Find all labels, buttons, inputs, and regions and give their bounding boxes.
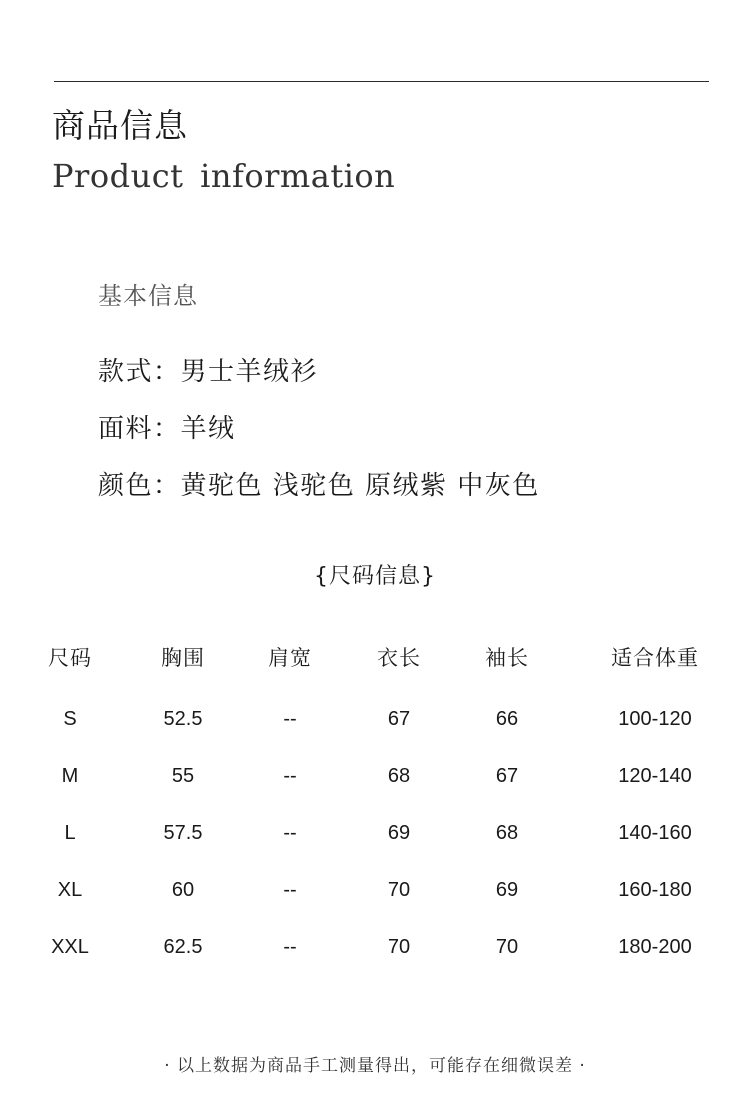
cell-length: 67 bbox=[387, 708, 411, 730]
size-table-header bbox=[0, 643, 750, 673]
cell-sleeve: 69 bbox=[495, 879, 519, 901]
table-row bbox=[0, 875, 750, 905]
cell-size: XL bbox=[57, 879, 83, 901]
spec-colors: 颜色：黄驼色 浅驼色 原绒紫 中灰色 bbox=[98, 471, 540, 501]
cell-shoulder: -- bbox=[283, 765, 297, 787]
cell-chest: 52.5 bbox=[163, 708, 203, 730]
cell-shoulder: -- bbox=[283, 879, 297, 901]
column-header-weight: 适合体重 bbox=[611, 646, 699, 670]
spec-style: 款式：男士羊绒衫 bbox=[98, 357, 319, 387]
cell-weight: 120-140 bbox=[618, 765, 692, 787]
cell-chest: 57.5 bbox=[163, 822, 203, 844]
basic-info-label: 基本信息 bbox=[98, 282, 198, 310]
cell-weight: 140-160 bbox=[618, 822, 692, 844]
cell-chest: 55 bbox=[171, 765, 195, 787]
table-row bbox=[0, 818, 750, 848]
column-header-size: 尺码 bbox=[48, 646, 92, 670]
column-header-shoulder: 肩宽 bbox=[268, 646, 312, 670]
cell-length: 70 bbox=[387, 936, 411, 958]
cell-chest: 60 bbox=[171, 879, 195, 901]
column-header-length: 衣长 bbox=[377, 646, 421, 670]
column-header-sleeve: 袖长 bbox=[485, 646, 529, 670]
spec-fabric: 面料：羊绒 bbox=[98, 414, 236, 444]
cell-size: M bbox=[61, 765, 79, 787]
cell-sleeve: 70 bbox=[495, 936, 519, 958]
top-divider bbox=[54, 81, 709, 82]
cell-weight: 180-200 bbox=[618, 936, 692, 958]
cell-chest: 62.5 bbox=[163, 936, 203, 958]
cell-size: XXL bbox=[51, 936, 89, 958]
cell-length: 68 bbox=[387, 765, 411, 787]
table-row bbox=[0, 704, 750, 734]
cell-size: L bbox=[64, 822, 76, 844]
cell-sleeve: 68 bbox=[495, 822, 519, 844]
cell-weight: 100-120 bbox=[618, 708, 692, 730]
cell-shoulder: -- bbox=[283, 708, 297, 730]
page-title-en: Product information bbox=[52, 157, 396, 195]
measurement-disclaimer: · 以上数据为商品手工测量得出，可能存在细微误差 · bbox=[164, 1056, 586, 1076]
cell-sleeve: 67 bbox=[495, 765, 519, 787]
cell-sleeve: 66 bbox=[495, 708, 519, 730]
cell-shoulder: -- bbox=[283, 822, 297, 844]
table-row bbox=[0, 932, 750, 962]
cell-shoulder: -- bbox=[283, 936, 297, 958]
cell-length: 69 bbox=[387, 822, 411, 844]
cell-length: 70 bbox=[387, 879, 411, 901]
table-row bbox=[0, 761, 750, 791]
page-title-cn: 商品信息 bbox=[52, 106, 188, 145]
cell-size: S bbox=[63, 708, 77, 730]
cell-weight: 160-180 bbox=[618, 879, 692, 901]
column-header-chest: 胸围 bbox=[161, 646, 205, 670]
size-chart-heading: {尺码信息} bbox=[314, 564, 436, 589]
